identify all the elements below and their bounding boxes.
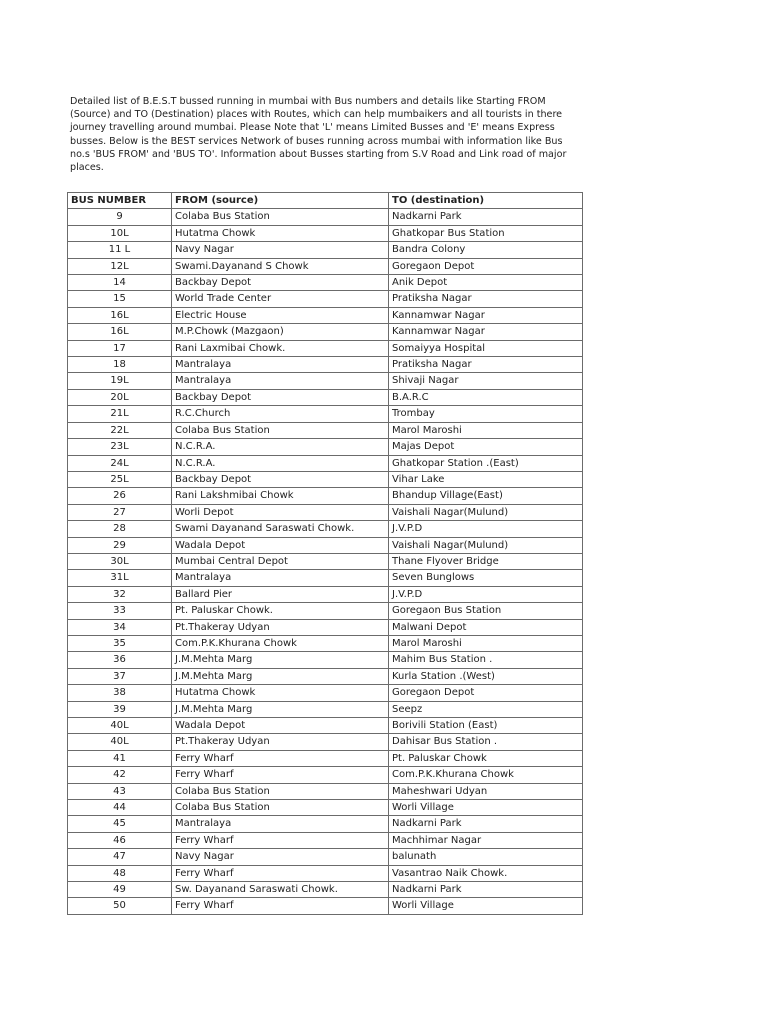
bus-number-cell: 10L — [68, 225, 172, 241]
table-row — [68, 357, 583, 373]
from-cell: J.M.Mehta Marg — [172, 701, 389, 717]
bus-number-cell: 28 — [68, 521, 172, 537]
from-cell: N.C.R.A. — [172, 455, 389, 471]
to-cell: Trombay — [389, 406, 583, 422]
from-cell: Mantralaya — [172, 373, 389, 389]
table-row — [68, 258, 583, 274]
to-cell: Kurla Station .(West) — [389, 668, 583, 684]
table-header-row — [68, 193, 583, 209]
bus-number-cell: 33 — [68, 603, 172, 619]
table-row — [68, 816, 583, 832]
table-row — [68, 800, 583, 816]
to-cell: Mahim Bus Station . — [389, 652, 583, 668]
from-cell: Com.P.K.Khurana Chowk — [172, 635, 389, 651]
from-cell: Rani Laxmibai Chowk. — [172, 340, 389, 356]
table-row — [68, 242, 583, 258]
bus-number-cell: 25L — [68, 471, 172, 487]
bus-number-cell: 39 — [68, 701, 172, 717]
to-cell: Majas Depot — [389, 439, 583, 455]
table-row — [68, 767, 583, 783]
from-cell: Mantralaya — [172, 357, 389, 373]
bus-number-cell: 43 — [68, 783, 172, 799]
to-cell: Goregaon Bus Station — [389, 603, 583, 619]
from-cell: Backbay Depot — [172, 471, 389, 487]
to-cell: Marol Maroshi — [389, 635, 583, 651]
table-row — [68, 504, 583, 520]
table-row — [68, 701, 583, 717]
from-cell: Backbay Depot — [172, 275, 389, 291]
from-cell: M.P.Chowk (Mazgaon) — [172, 324, 389, 340]
table-row — [68, 898, 583, 914]
bus-number-cell: 38 — [68, 685, 172, 701]
bus-number-cell: 41 — [68, 750, 172, 766]
from-cell: Colaba Bus Station — [172, 800, 389, 816]
to-cell: Pratiksha Nagar — [389, 291, 583, 307]
to-cell: Vaishali Nagar(Mulund) — [389, 537, 583, 553]
to-cell: B.A.R.C — [389, 389, 583, 405]
from-cell: Ferry Wharf — [172, 865, 389, 881]
from-cell: Navy Nagar — [172, 242, 389, 258]
table-row — [68, 635, 583, 651]
to-cell: Com.P.K.Khurana Chowk — [389, 767, 583, 783]
from-cell: Colaba Bus Station — [172, 783, 389, 799]
table-row — [68, 750, 583, 766]
table-row — [68, 340, 583, 356]
bus-number-cell: 49 — [68, 882, 172, 898]
bus-number-cell: 19L — [68, 373, 172, 389]
table-row — [68, 209, 583, 225]
table-row — [68, 471, 583, 487]
to-cell: Kannamwar Nagar — [389, 307, 583, 323]
table-row — [68, 455, 583, 471]
intro-paragraph: Detailed list of B.E.S.T bussed running in mumbai with Bus numbers and details like Starting FROM (Source) and TO (Destination) places with Routes, which can help mumbaikers and all tourists in there journey travelling around mumbai. Please Note that 'L' means Limited Busses and 'E' means Express busses. Below is the BEST services Network of buses running across mumbai with information like Bus no.s 'BUS FROM' and 'BUS TO'. Information about Busses starting from S.V Road and Link road of major places. — [70, 96, 567, 174]
to-cell: Ghatkopar Station .(East) — [389, 455, 583, 471]
to-cell: Dahisar Bus Station . — [389, 734, 583, 750]
bus-number-cell: 36 — [68, 652, 172, 668]
from-cell: Pt.Thakeray Udyan — [172, 734, 389, 750]
table-row — [68, 652, 583, 668]
bus-number-cell: 35 — [68, 635, 172, 651]
from-cell: Sw. Dayanand Saraswati Chowk. — [172, 882, 389, 898]
to-cell: Machhimar Nagar — [389, 832, 583, 848]
table-row — [68, 718, 583, 734]
from-cell: Rani Lakshmibai Chowk — [172, 488, 389, 504]
bus-number-cell: 37 — [68, 668, 172, 684]
bus-number-cell: 40L — [68, 734, 172, 750]
from-cell: N.C.R.A. — [172, 439, 389, 455]
table-row — [68, 882, 583, 898]
from-cell: Wadala Depot — [172, 718, 389, 734]
bus-number-cell: 29 — [68, 537, 172, 553]
table-row — [68, 291, 583, 307]
to-cell: Nadkarni Park — [389, 816, 583, 832]
to-cell: J.V.P.D — [389, 521, 583, 537]
from-cell: Mantralaya — [172, 816, 389, 832]
table-row — [68, 488, 583, 504]
bus-number-cell: 42 — [68, 767, 172, 783]
from-cell: Colaba Bus Station — [172, 422, 389, 438]
to-cell: Vihar Lake — [389, 471, 583, 487]
bus-number-cell: 11 L — [68, 242, 172, 258]
to-cell: Thane Flyover Bridge — [389, 553, 583, 569]
to-cell: Somaiyya Hospital — [389, 340, 583, 356]
bus-number-cell: 50 — [68, 898, 172, 914]
table-row — [68, 553, 583, 569]
bus-number-cell: 47 — [68, 849, 172, 865]
to-cell: Ghatkopar Bus Station — [389, 225, 583, 241]
bus-number-cell: 48 — [68, 865, 172, 881]
from-cell: Pt. Paluskar Chowk. — [172, 603, 389, 619]
header-from: FROM (source) — [172, 193, 389, 209]
to-cell: Kannamwar Nagar — [389, 324, 583, 340]
table-row — [68, 783, 583, 799]
to-cell: Malwani Depot — [389, 619, 583, 635]
to-cell: Bandra Colony — [389, 242, 583, 258]
bus-number-cell: 45 — [68, 816, 172, 832]
table-row — [68, 225, 583, 241]
bus-number-cell: 23L — [68, 439, 172, 455]
from-cell: J.M.Mehta Marg — [172, 652, 389, 668]
to-cell: Worli Village — [389, 800, 583, 816]
bus-number-cell: 9 — [68, 209, 172, 225]
to-cell: Shivaji Nagar — [389, 373, 583, 389]
table-row — [68, 832, 583, 848]
to-cell: balunath — [389, 849, 583, 865]
table-row — [68, 586, 583, 602]
to-cell: Pt. Paluskar Chowk — [389, 750, 583, 766]
from-cell: Ferry Wharf — [172, 898, 389, 914]
bus-number-cell: 21L — [68, 406, 172, 422]
bus-number-cell: 44 — [68, 800, 172, 816]
from-cell: Ballard Pier — [172, 586, 389, 602]
bus-number-cell: 16L — [68, 307, 172, 323]
bus-routes-table — [67, 192, 583, 915]
from-cell: Ferry Wharf — [172, 832, 389, 848]
bus-number-cell: 27 — [68, 504, 172, 520]
to-cell: Nadkarni Park — [389, 882, 583, 898]
table-row — [68, 865, 583, 881]
to-cell: Nadkarni Park — [389, 209, 583, 225]
bus-number-cell: 14 — [68, 275, 172, 291]
from-cell: Swami Dayanand Saraswati Chowk. — [172, 521, 389, 537]
table-row — [68, 619, 583, 635]
header-to: TO (destination) — [389, 193, 583, 209]
from-cell: Navy Nagar — [172, 849, 389, 865]
bus-number-cell: 31L — [68, 570, 172, 586]
to-cell: Maheshwari Udyan — [389, 783, 583, 799]
to-cell: Anik Depot — [389, 275, 583, 291]
from-cell: J.M.Mehta Marg — [172, 668, 389, 684]
to-cell: Seepz — [389, 701, 583, 717]
table-row — [68, 275, 583, 291]
from-cell: Backbay Depot — [172, 389, 389, 405]
bus-number-cell: 26 — [68, 488, 172, 504]
from-cell: World Trade Center — [172, 291, 389, 307]
from-cell: Pt.Thakeray Udyan — [172, 619, 389, 635]
bus-number-cell: 30L — [68, 553, 172, 569]
from-cell: Wadala Depot — [172, 537, 389, 553]
to-cell: Pratiksha Nagar — [389, 357, 583, 373]
bus-number-cell: 40L — [68, 718, 172, 734]
table-row — [68, 324, 583, 340]
from-cell: Mumbai Central Depot — [172, 553, 389, 569]
from-cell: Colaba Bus Station — [172, 209, 389, 225]
table-row — [68, 537, 583, 553]
to-cell: Vasantrao Naik Chowk. — [389, 865, 583, 881]
table-row — [68, 849, 583, 865]
to-cell: Borivili Station (East) — [389, 718, 583, 734]
bus-number-cell: 17 — [68, 340, 172, 356]
table-body — [68, 209, 583, 914]
to-cell: Worli Village — [389, 898, 583, 914]
header-bus-number: BUS NUMBER — [68, 193, 172, 209]
from-cell: Ferry Wharf — [172, 767, 389, 783]
from-cell: Worli Depot — [172, 504, 389, 520]
from-cell: Swami.Dayanand S Chowk — [172, 258, 389, 274]
table-row — [68, 406, 583, 422]
from-cell: Electric House — [172, 307, 389, 323]
to-cell: Marol Maroshi — [389, 422, 583, 438]
to-cell: J.V.P.D — [389, 586, 583, 602]
table-row — [68, 389, 583, 405]
to-cell: Goregaon Depot — [389, 685, 583, 701]
from-cell: Hutatma Chowk — [172, 685, 389, 701]
table-row — [68, 373, 583, 389]
from-cell: Mantralaya — [172, 570, 389, 586]
bus-number-cell: 22L — [68, 422, 172, 438]
to-cell: Seven Bunglows — [389, 570, 583, 586]
bus-number-cell: 24L — [68, 455, 172, 471]
from-cell: Ferry Wharf — [172, 750, 389, 766]
bus-number-cell: 46 — [68, 832, 172, 848]
table-row — [68, 307, 583, 323]
bus-number-cell: 34 — [68, 619, 172, 635]
table-row — [68, 668, 583, 684]
table-row — [68, 570, 583, 586]
to-cell: Bhandup Village(East) — [389, 488, 583, 504]
table-row — [68, 603, 583, 619]
table-row — [68, 439, 583, 455]
bus-number-cell: 32 — [68, 586, 172, 602]
from-cell: R.C.Church — [172, 406, 389, 422]
to-cell: Goregaon Depot — [389, 258, 583, 274]
bus-number-cell: 18 — [68, 357, 172, 373]
table-row — [68, 734, 583, 750]
bus-number-cell: 15 — [68, 291, 172, 307]
bus-number-cell: 12L — [68, 258, 172, 274]
from-cell: Hutatma Chowk — [172, 225, 389, 241]
to-cell: Vaishali Nagar(Mulund) — [389, 504, 583, 520]
table-row — [68, 685, 583, 701]
table-row — [68, 422, 583, 438]
bus-number-cell: 20L — [68, 389, 172, 405]
bus-number-cell: 16L — [68, 324, 172, 340]
table-row — [68, 521, 583, 537]
